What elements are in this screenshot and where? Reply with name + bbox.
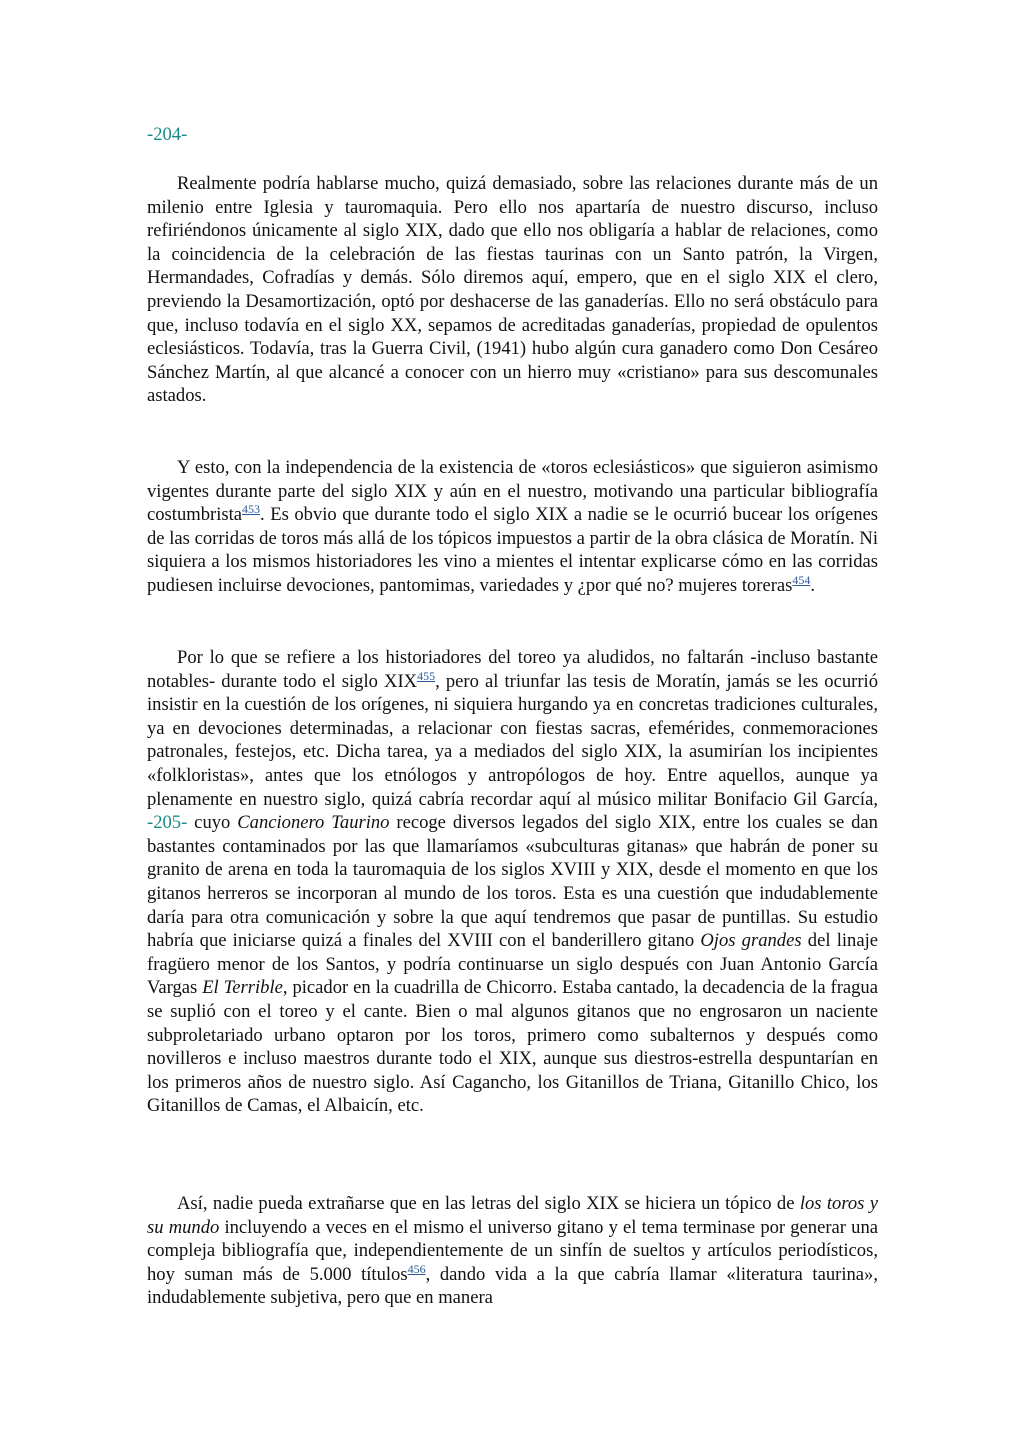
inline-page-number: -205- [147, 812, 188, 834]
footnote-link-453[interactable]: 453 [242, 502, 261, 517]
paragraph-1 [147, 172, 878, 408]
paragraph-text: . Es obvio que durante todo el siglo XIX a nadie se le ocurrió bucear los orígenes de las corridas de toros más allá de los tópicos impuestos a partir de la obra clásica de Moratín. Ni siquiera a los mismos historiadores les vino a mientes el intentar explicarse cómo en las corridas pudiesen incluirse devociones, pantomimas, variedades y ¿por qué no? mujeres toreras [147, 504, 878, 596]
paragraph-text: Realmente podría hablarse mucho, quizá demasiado, sobre las relaciones durante más de un milenio entre Iglesia y tauromaquia. Pero ello nos apartaría de nuestro discurso, incluso refiriéndonos únicamente al siglo XIX, dado que ello nos obligaría a hablar de relaciones, como la coincidencia de la celebración de las fiestas taurinas con un Santo patrón, la Virgen, Hermandades, Cofradías y demás. Sólo diremos aquí, empero, que en el siglo XIX el clero, previendo la Desamortización, optó por deshacerse de las ganaderías. Ello no será obstáculo para que, incluso todavía en el siglo XX, sepamos de acreditadas ganaderías, propiedad de opulentos eclesiásticos. Todavía, tras la Guerra Civil, (1941) hubo algún cura ganadero como Don Cesáreo Sánchez Martín, al que alcancé a conocer con un hierro muy «cristiano» para sus descomunales astados. [147, 173, 878, 407]
paragraph-text: Así, nadie pueda extrañarse que en las letras del siglo XIX se hiciera un tópico de [177, 1193, 800, 1214]
footnote-link-455[interactable]: 455 [417, 668, 436, 683]
paragraph-text: incluyendo a veces en el mismo el universo gitano y el tema terminase por generar una compleja bibliografía que, independientemente de un sinfín de sueltos y artículos periodísticos, hoy suman más de 5.000 títulos [147, 1216, 878, 1285]
page-number: -204- [147, 124, 188, 145]
paragraph-3 [147, 646, 878, 1118]
italic-phrase: los toros y su mundo [147, 1193, 878, 1238]
italic-name: El Terrible [202, 977, 283, 999]
italic-name: Ojos grandes [700, 930, 802, 952]
paragraph-text: , picador en la cuadrilla de Chicorro. Estaba cantado, la decadencia de la fragua se suplió con el toreo y el cante. Bien o mal algunos gitanos que no engrosaron un naciente subproletariado urbano optaron por los toros, primero como subalternos y después como novilleros e incluso maestros durante todo el XIX, aunque sus diestros-estrella despuntarían en los primeros años de nuestro siglo. Así Cagancho, los Gitanillos de Triana, Gitanillo Chico, los Gitanillos de Camas, el Albaicín, etc. [147, 977, 878, 1117]
paragraph-4 [147, 1192, 878, 1310]
paragraph-text: , pero al triunfar las tesis de Moratín, jamás se les ocurrió insistir en la cuestión de los orígenes, ni siquiera hurgando ya en concretas tradiciones culturales, ya en devociones determinadas, a relacionar con fiestas sacras, efemérides, conmemoraciones patronales, festejos, etc. Dicha tarea, ya a mediados del siglo XIX, la asumirían los incipientes «folkloristas», antes que los etnólogos y antropólogos de hoy. Entre aquellos, aunque ya plenamente en nuestro siglo, quizá cabría recordar aquí al músico militar Bonifacio Gil García, [147, 670, 878, 810]
footnote-link-456[interactable]: 456 [407, 1261, 426, 1276]
footnote-link-454[interactable]: 454 [792, 572, 811, 587]
paragraph-2 [147, 456, 878, 598]
paragraph-text: Y esto, con la independencia de la existencia de «toros eclesiásticos» que siguieron asimismo vigentes durante parte del siglo XIX y aún en el nuestro, motivando una particular bibliografía costumbrista [147, 457, 878, 526]
italic-title: Cancionero Taurino [237, 812, 390, 834]
paragraph-text: del linaje fragüero menor de los Santos, y podría continuarse un siglo después con Juan Antonio García Vargas [147, 930, 878, 999]
paragraph-text: Por lo que se refiere a los historiadores del toreo ya aludidos, no faltarán -incluso bastante notables- durante todo el siglo XIX [147, 647, 878, 692]
paragraph-text: cuyo [187, 812, 238, 834]
paragraph-text: recoge diversos legados del siglo XIX, entre los cuales se dan bastantes contaminados por las que llamaríamos «subculturas gitanas» que habrán de poner su granito de arena en toda la tauromaquia de los siglos XVIII y XIX, desde el momento en que los gitanos herreros se incorporan al mundo de los toros. Esta es una cuestión que indudablemente daría para otra comunicación y sobre la que aquí tendremos que pasar de puntillas. Su estudio habría que iniciarse quizá a finales del XVIII con el banderillero gitano [147, 812, 878, 952]
paragraph-text: , dando vida a la que cabría llamar «literatura taurina», indudablemente subjetiva, pero que en manera [147, 1263, 878, 1309]
paragraph-text: . [810, 574, 816, 596]
